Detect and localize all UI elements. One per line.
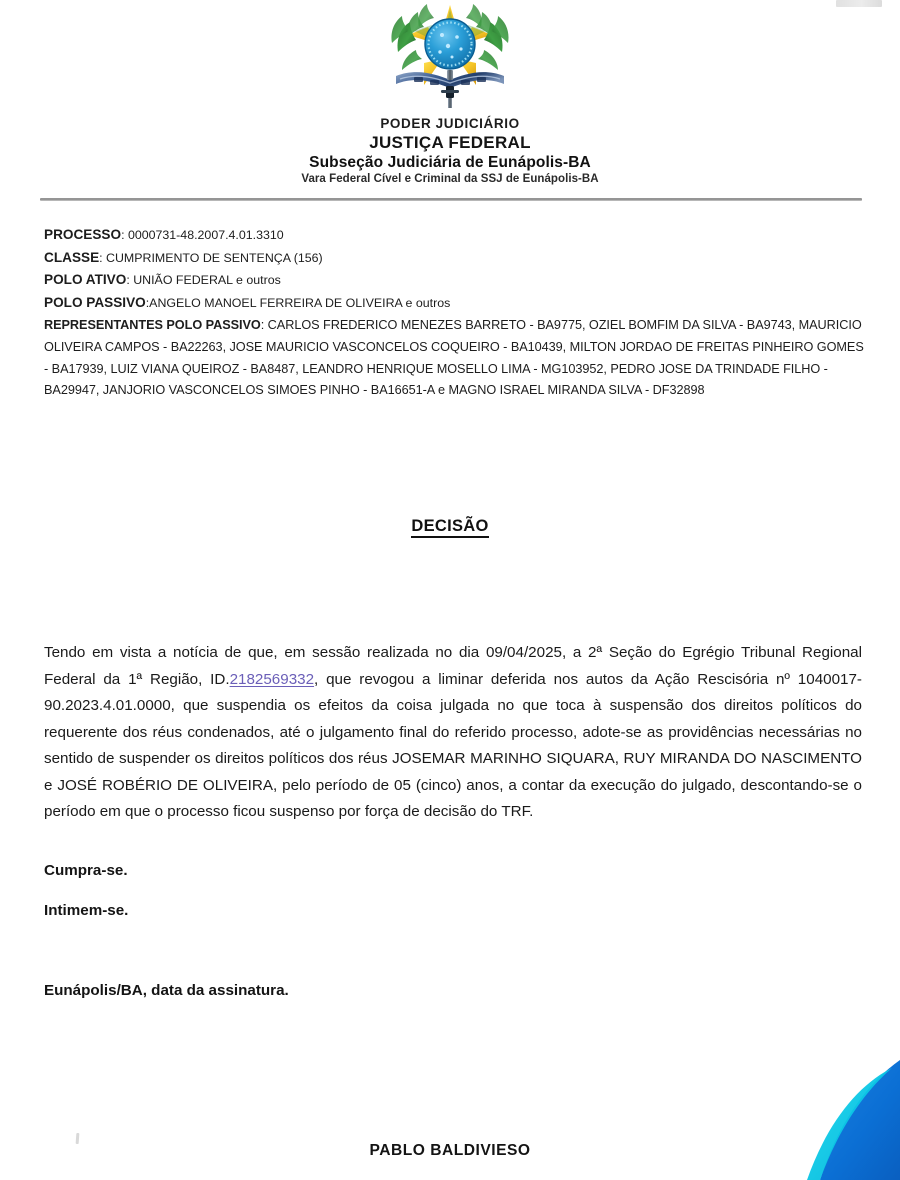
meta-row-polo-passivo [44, 292, 864, 315]
meta-row-classe [44, 247, 864, 270]
brasao-republica-icon [386, 2, 514, 114]
blue-swoosh-graphic [780, 1050, 900, 1180]
meta-row-polo-ativo [44, 269, 864, 292]
vara-federal-label: Vara Federal Cível e Criminal da SSJ de Eunápolis-BA [301, 173, 599, 186]
scan-artifact-top-right [836, 0, 882, 7]
process-metadata [44, 224, 864, 402]
signature-place-date: Eunápolis/BA, data da assinatura. [44, 982, 289, 999]
order-cumpra-se: Cumpra-se. [44, 862, 128, 879]
polo-ativo-value: : UNIÃO FEDERAL e outros [126, 273, 281, 287]
body-text-part-two: , que revogou a liminar deferida nos autos da Ação Rescisória nº 1040017-90.2023.4.01.0000, que suspendia os efeitos da coisa julgada no que toca à suspensão dos direitos políticos do requerente dos réus condenados, até o julgamento final do referido processo, adote-se as providências necessárias no sentido de suspender os direitos políticos dos réus JOSEMAR MARINHO SIQUARA, RUY MIRANDA DO NASCIMENTO e JOSÉ ROBÉRIO DE OLIVEIRA, pelo período de 05 (cinco) anos, a contar da execução do julgado, descontando-se o período em que o processo ficou suspenso por força de decisão do TRF. [44, 670, 862, 820]
processo-label: PROCESSO [44, 227, 122, 242]
decision-title-text: DECISÃO [411, 517, 488, 538]
justica-federal-label: JUSTIÇA FEDERAL [369, 132, 531, 152]
decision-title [0, 517, 900, 536]
representantes-label: REPRESENTANTES POLO PASSIVO [44, 318, 261, 332]
body-text-part-one: Tendo em vista a notícia de que, em sessão realizada no dia 09/04/2025, a 2ª Seção do Egrégio Tribunal Regional Federal da 1ª Região, ID. [44, 644, 862, 688]
meta-row-representantes [44, 315, 864, 402]
polo-ativo-label: POLO ATIVO [44, 272, 127, 287]
header-divider [40, 198, 862, 201]
classe-label: CLASSE [44, 249, 100, 265]
organization-titles [0, 116, 900, 187]
signatory-name: PABLO BALDIVIESO [369, 1142, 531, 1159]
document-id-link[interactable]: 2182569332 [229, 670, 315, 688]
order-intimem-se: Intimem-se. [44, 902, 129, 919]
classe-value: : CUMPRIMENTO DE SENTENÇA (156) [99, 250, 323, 265]
decision-body-paragraph [44, 640, 862, 826]
representantes-value: : CARLOS FREDERICO MENEZES BARRETO - BA9775, OZIEL BOMFIM DA SILVA - BA9743, MAURICIO OLIVEIRA CAMPOS - BA22263, JOSE MAURICIO VASCONCELOS COQUEIRO - BA10439, MILTON JORDAO DE FREITAS PINHEIRO GOMES - BA17939, LUIZ VIANA QUEIROZ - BA8487, LEANDRO HENRIQUE MOSELLO LIMA - MG103952, PEDRO JOSE DA TRINDADE FILHO - BA29947, JANJORIO VASCONCELOS SIMOES PINHO - BA16651-A e MAGNO ISRAEL MIRANDA SILVA - DF32898 [44, 318, 864, 398]
subsecao-judiciaria-label: Subseção Judiciária de Eunápolis-BA [309, 154, 591, 172]
meta-row-processo [44, 224, 864, 247]
polo-passivo-label: POLO PASSIVO [44, 294, 146, 310]
document-header [0, 0, 900, 187]
polo-passivo-value: :ANGELO MANOEL FERREIRA DE OLIVEIRA e outros [145, 295, 451, 310]
poder-judiciario-label: PODER JUDICIÁRIO [380, 116, 520, 131]
processo-value: : 0000731-48.2007.4.01.3310 [121, 228, 284, 242]
